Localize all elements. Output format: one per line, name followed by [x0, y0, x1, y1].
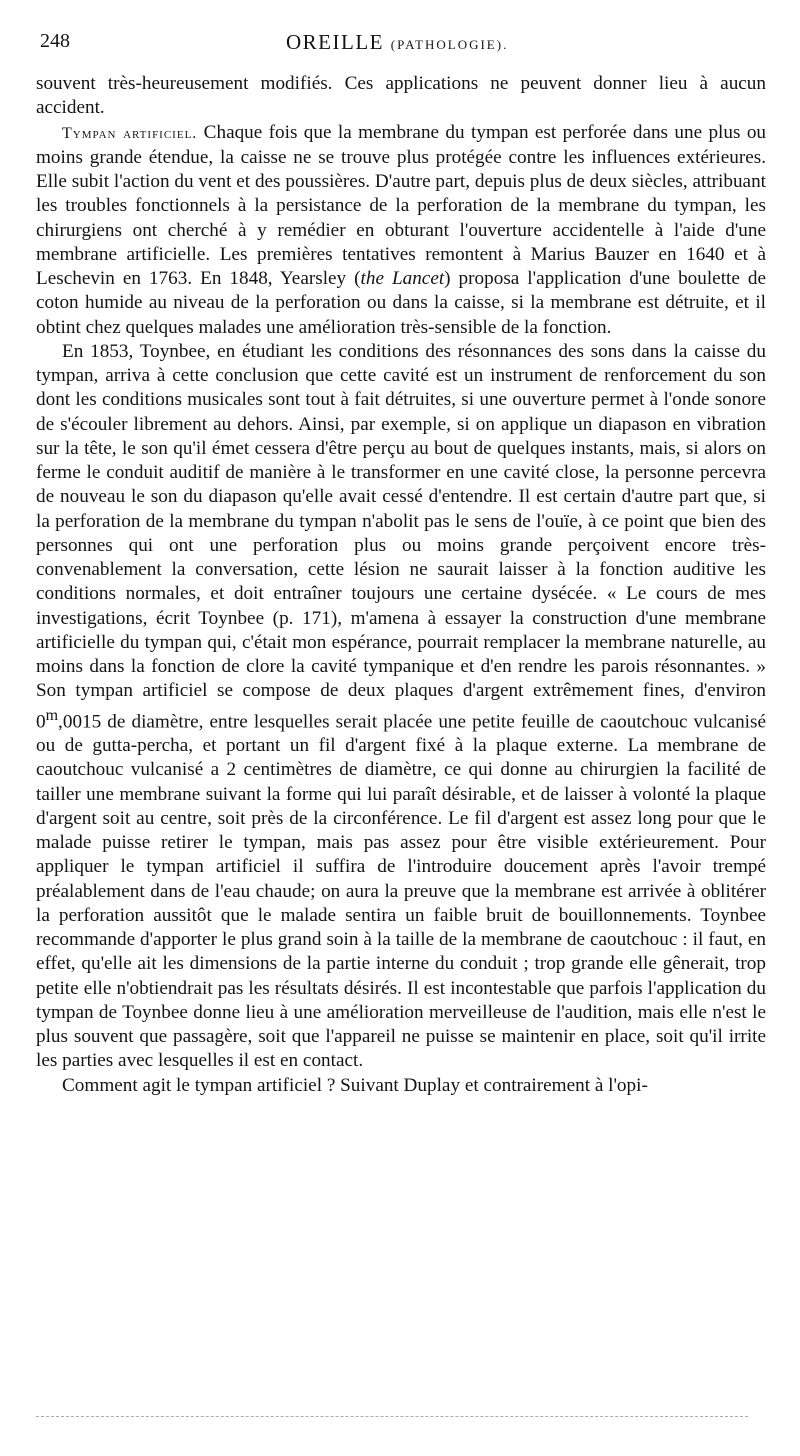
running-head [36, 30, 766, 58]
paragraph-text: ) proposa l'application d'une boulette de coton humide au niveau de la perforation ou dans la caisse, si la membrane est détruite, et il obtint chez quelques malades une amélioration très-sensible de la fonction. [36, 268, 766, 338]
running-head-title [286, 30, 508, 55]
page-number: 248 [40, 30, 70, 52]
paragraph-toynbee [36, 340, 766, 1074]
running-head-main: OREILLE [286, 30, 384, 54]
unit-superscript: m [45, 706, 59, 724]
paragraph-last-line: Comment agit le tympan artificiel ? Suivant Duplay et contrairement à l'opi- [62, 1074, 648, 1096]
paragraph-tympan-artificiel [36, 121, 766, 340]
section-heading: Tympan artificiel. [62, 124, 198, 142]
paragraph-continuation: souvent très-heureusement modifiés. Ces applications ne peuvent donner lieu à aucun accident. [36, 73, 766, 119]
paragraph-text: Chaque fois que la membrane du tympan est perforée dans une plus ou moins grande étendue, la caisse ne se trouve plus protégée contre les influences extérieures. Elle subit l'action du vent et des poussières. D'autre part, depuis plus de deux siècles, attribuant les troubles fonctionnels à la persistance de la perforation de la membrane du tympan, les chirurgiens ont cherché à y remédier en obturant l'ouverture accidentelle à l'aide d'une membrane artificielle. Les premières tentatives remontent à Marius Bauzer en 1640 et à Leschevin en 1763. En 1848, Yearsley ( [36, 121, 767, 289]
journal-title: the Lancet [360, 268, 445, 289]
paragraph-text: En 1853, Toynbee, en étudiant les conditions des résonnances des sons dans la caisse du tympan, arriva à cette conclusion que cette cavité est un instrument de renforcement du son dont les conditions musicales sont tout à fait détruites, si une ouverture permet à l'onde sonore de s'écouler librement au dehors. Ainsi, par exemple, si on applique un diapason en vibration sur la tête, le son qu'il émet cessera d'être perçu au bout de quelques instants, mais, si alors on ferme le conduit auditif de manière à le transformer en une cavité close, la personne percevra de nouveau le son du diapason qu'elle avait cessé d'entendre. Il est certain d'autre part que, si la perforation de la membrane du tympan n'abolit pas le sens de l'ouïe, à ce point que bien des personnes qui ont une perforation plus ou moins grande perçoivent encore très-convenablement la conversation, cette lésion ne saurait laisser à la fonction auditive les conditions normales, et doit entraîner toujours une certaine dysécée. « Le cours de mes investigations, écrit Toynbee (p. 171), m'amena à essayer la construction d'une membrane artificielle du tympan qui, c'était mon espérance, pourrait remplacer la membrane naturelle, au moins dans la fonction de clore la cavité tympanique et d'en rendre les parois résonnantes. » Son tympan artificiel se compose de deux plaques d'argent extrêmement fines, d'environ 0 [36, 340, 766, 732]
body-text [36, 72, 766, 1098]
paragraph-text: ,0015 de diamètre, entre lesquelles serait placée une petite feuille de caoutchouc vulcanisé ou de gutta-percha, et portant un fil d'argent fixé à la plaque externe. La membrane de caoutchouc vulcanisé a 2 centimètres de diamètre, ce qui donne au chirurgien la facilité de tailler une membrane suivant la forme qui lui paraît désirable, et de laisser à volonté la plaque d'argent soit au centre, soit près de la circonférence. Le fil d'argent est assez long pour que le malade puisse retirer le tympan, mais pas assez pour être visible extérieurement. Pour appliquer le tympan artificiel il suffira de l'introduire doucement après l'avoir trempé préalablement dans de l'eau chaude; on aura la preuve que la membrane est arrivée à oblitérer la perforation aussitôt que le malade sentira un faible bruit de bouillonnements. Toynbee recommande d'apporter le plus grand soin à la taille de la membrane de caoutchouc : il faut, en effet, qu'elle ait les dimensions de la partie interne du conduit ; trop grande elle gênerait, trop petite elle n'obtiendrait pas les résultats désirés. Il est incontestable que parfois l'application du tympan de Toynbee donne lieu à une amélioration merveilleuse de l'audition, mais elle n'est le plus souvent que passagère, soit que l'appareil ne puisse se maintenir en place, soit qu'il irrite les parties avec lesquelles il est en contact. [36, 710, 766, 1072]
book-page [36, 30, 766, 1098]
footer-rule [36, 1416, 748, 1417]
running-head-subtitle: (PATHOLOGIE). [390, 37, 509, 52]
